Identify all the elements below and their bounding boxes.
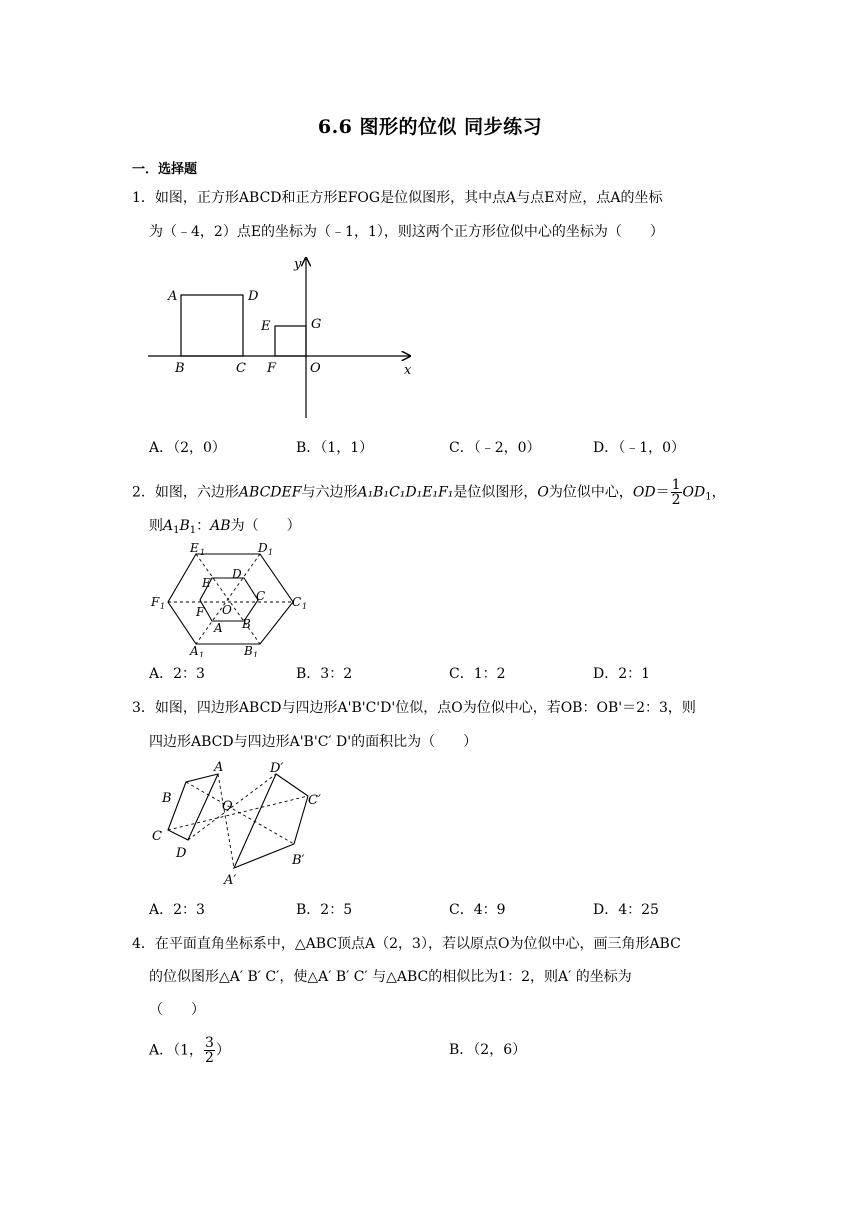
q1-option-c[interactable]: C．（﹣2，0）	[449, 440, 541, 456]
q4-frac-num: 3	[205, 1035, 214, 1051]
q3-option-d[interactable]: D．4：25	[593, 902, 659, 918]
label-A: A	[214, 760, 224, 775]
label-C2: C′	[308, 793, 321, 808]
q2-hex-abcdef: ABCDEF	[238, 484, 302, 501]
hexagon-outer	[168, 554, 293, 644]
label-D: D	[176, 846, 187, 861]
square-efog	[275, 326, 306, 356]
q2-l2-b1: B	[179, 518, 190, 534]
q1-option-b[interactable]: B．（1，1）	[296, 440, 374, 456]
q4-option-a-fraction	[204, 1036, 215, 1065]
q4-option-a-post: ）	[215, 1042, 230, 1059]
label-B1-sub: 1	[253, 651, 259, 657]
label-C1: C	[292, 595, 302, 609]
label-D1: D	[258, 542, 268, 555]
q3-option-a[interactable]: A．2：3	[149, 902, 205, 918]
label-E: E	[202, 576, 211, 590]
q4-frac-den: 2	[205, 1050, 214, 1066]
q2-text-f: 为位似中心，	[548, 484, 633, 501]
q2-eq: ＝	[655, 484, 670, 501]
q4-option-b[interactable]: B．（2，6）	[449, 1042, 527, 1058]
q1-text-line1: 1．如图，正方形ABCD和正方形EFOG是位似图形，其中点A与点E对应，点A的坐标	[132, 190, 663, 206]
q2-hex-a1f1: A₁B₁C₁D₁E₁F₁	[357, 484, 454, 501]
q3-text-line2: 四边形ABCD与四边形A'B'C′ D'的面积比为（ ）	[149, 734, 478, 750]
label-E: E	[261, 319, 271, 334]
q2-center-o: O	[537, 484, 549, 501]
q4-text-line3: （ ）	[149, 1002, 205, 1018]
q2-od1-sub: 1	[705, 491, 712, 503]
q4-text-line1: 4．在平面直角坐标系中，△ABC顶点A（2，3），若以原点O为位似中心，画三角形ABC	[132, 936, 681, 952]
q2-option-b[interactable]: B．3：2	[296, 666, 353, 682]
quad-rays	[168, 774, 308, 868]
q2-l2-tail: 为（ ）	[230, 518, 301, 534]
label-F1: F	[151, 595, 160, 609]
q4-option-a[interactable]	[149, 1036, 230, 1065]
label-D: D	[232, 567, 242, 581]
q2-text-line2	[149, 516, 301, 536]
label-B: B	[175, 361, 185, 376]
label-F: F	[196, 605, 205, 619]
q3-option-c[interactable]: C．4：9	[449, 902, 506, 918]
label-E1-sub: 1	[200, 548, 206, 557]
page-title: 6.6 图形的位似 同步练习	[317, 116, 543, 138]
label-A: A	[214, 621, 223, 635]
q2-l2-colon: ：	[196, 518, 211, 534]
q1-text-line2: 为（﹣4，2）点E的坐标为（﹣1，1），则这两个正方形位似中心的坐标为（ ）	[149, 224, 664, 240]
label-C1-sub: 1	[302, 602, 308, 611]
q2-l2-ab: AB	[210, 518, 231, 534]
label-B2: B′	[292, 853, 305, 868]
label-C: C	[152, 829, 162, 844]
q2-l2-a1-sub: 1	[173, 525, 180, 536]
label-C: C	[256, 589, 266, 603]
label-O: O	[222, 799, 233, 814]
label-A1: A	[190, 644, 199, 657]
label-G: G	[311, 317, 322, 332]
label-A2: A′	[224, 873, 237, 888]
section-heading: 一．选择题	[132, 162, 198, 177]
q2-l2-b1-sub: 1	[189, 525, 197, 536]
q2-text-d: 是位似图形，	[453, 484, 538, 501]
label-F: F	[267, 361, 277, 376]
q2-text-a: 2．如图，六边形	[132, 484, 239, 501]
q3-text-line1: 3．如图，四边形ABCD与四边形A'B'C'D'位似，点O为位似中心，若OB：OB'＝2：3，则	[132, 700, 696, 716]
q3-figure	[148, 760, 338, 890]
q3-option-b[interactable]: B．2：5	[296, 902, 353, 918]
q2-option-d[interactable]: D．2：1	[593, 666, 651, 682]
q2-tail: ，	[711, 484, 726, 501]
q4-text-line2: 的位似图形△A′ B′ C′，使△A′ B′ C′ 与△ABC的相似比为1：2，则A′ 的坐标为	[149, 969, 632, 985]
label-B: B	[242, 617, 251, 631]
quad-abcd	[168, 774, 218, 840]
q2-od1: OD	[682, 484, 706, 501]
label-B: B	[162, 791, 172, 806]
q2-figure	[148, 542, 318, 657]
q2-option-a[interactable]: A．2：3	[149, 666, 205, 682]
q2-frac-num: 1	[671, 477, 681, 493]
label-B1: B	[244, 644, 253, 657]
label-D1-sub: 1	[268, 548, 274, 557]
q2-text-line1	[132, 478, 726, 507]
label-x: x	[404, 363, 412, 378]
q2-frac-den: 2	[671, 492, 681, 508]
q1-figure	[140, 250, 430, 425]
q4-option-a-pre: A．（1，	[149, 1042, 204, 1059]
q1-option-a[interactable]: A．（2，0）	[149, 440, 226, 456]
label-y: y	[294, 257, 302, 272]
q2-fraction	[671, 478, 682, 507]
label-E1: E	[190, 542, 199, 555]
label-O: O	[310, 361, 321, 376]
label-C: C	[236, 361, 246, 376]
square-abcd	[181, 295, 243, 356]
q2-option-c[interactable]: C．1：2	[449, 666, 506, 682]
q2-l2-a: 则	[149, 518, 163, 534]
label-A: A	[168, 289, 178, 304]
label-A1-sub: 1	[199, 651, 205, 657]
label-O: O	[222, 603, 232, 617]
q2-l2-a1: A	[163, 518, 174, 534]
q2-od: OD	[632, 484, 656, 501]
label-D2: D′	[270, 761, 284, 776]
q1-option-d[interactable]: D．（﹣1，0）	[593, 440, 686, 456]
label-F1-sub: 1	[160, 602, 166, 611]
q2-text-c: 与六边形	[301, 484, 358, 501]
label-D: D	[248, 289, 259, 304]
